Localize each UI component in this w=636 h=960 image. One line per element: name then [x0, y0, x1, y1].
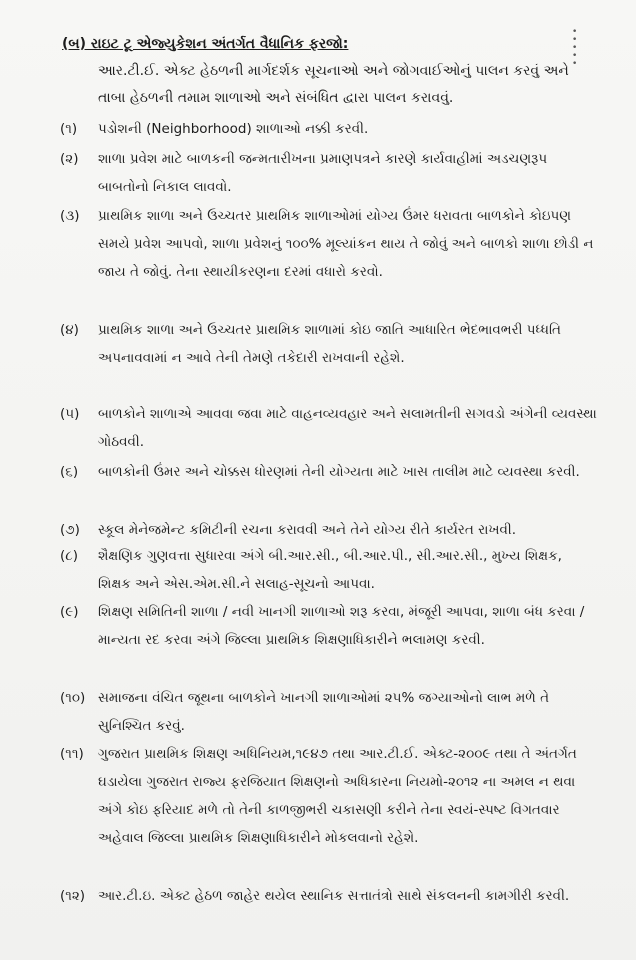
item-number: (૪): [60, 322, 79, 338]
item-text: બાળકોની ઉંમર અને ચોક્કસ ધોરણમાં તેની યોગ્યતા માટે ખાસ તાલીમ માટે વ્યવસ્થા કરવી.: [98, 464, 580, 480]
item-text: સમાજના વંચિત જૂથના બાળકોને ખાનગી શાળાઓમાં ૨૫% જગ્યાઓનો લાભ મળે તે સુનિશ્ચિત કરવું.: [98, 690, 550, 734]
item-text: બાળકોને શાળાએ આવવા જવા માટે વાહનવ્યવહાર અને સલામતીની સગવડો અંગેની વ્યવસ્થા ગોઠવવી.: [98, 406, 597, 450]
item-number: (૬): [60, 464, 79, 480]
item-text: શાળા પ્રવેશ માટે બાળકની જન્મતારીખના પ્રમાણપત્રને કારણે કાર્યવાહીમાં અડચણરૂપ બાબતોનો નિકાલ લાવવો.: [98, 151, 548, 195]
section-heading: (બ) રાઇટ ટૂ એજ્યુકેશન અંતર્ગત વૈધાનિક ફરજો:: [62, 36, 349, 52]
item-number: (૧૧): [60, 746, 84, 762]
item-text: શિક્ષણ સમિતિની શાળા / નવી ખાનગી શાળાઓ શરૂ કરવા, મંજૂરી આપવા, શાળા બંધ કરવા / માન્યતા રદ કરવા અંગે જિલ્લા પ્રાથમિક શિક્ષણાધિકારીને ભલામણ કરવી.: [98, 604, 585, 648]
item-text: સ્કૂલ મેનેજમેન્ટ કમિટીની રચના કરાવવી અને તેને યોગ્ય રીતે કાર્યરત રાખવી.: [98, 522, 517, 538]
item-number: (૭): [60, 522, 80, 538]
item-number: (૩): [60, 208, 80, 224]
margin-mark: • • • • •: [572, 27, 579, 69]
item-number: (૯): [60, 604, 79, 620]
item-number: (૨): [60, 151, 79, 167]
intro-paragraph: આર.ટી.ઈ. એક્ટ હેઠળની માર્ગદર્શક સૂચનાઓ અને જોગવાઈઓનું પાલન કરવું અને તાબા હેઠળની તમામ શાળાઓ અને સંબંધિત દ્વારા પાલન કરાવવું.: [98, 63, 569, 106]
item-number: (૧): [60, 121, 78, 137]
item-text: શૈક્ષણિક ગુણવત્તા સુધારવા અંગે બી.આર.સી., બી.આર.પી., સી.આર.સી., મુખ્ય શિક્ષક, શિક્ષક અને એસ.એમ.સી.ને સલાહ-સૂચનો આપવા.: [98, 548, 562, 592]
item-number: (૧૦): [60, 690, 86, 706]
item-text: પ્રાથમિક શાળા અને ઉચ્ચતર પ્રાથમિક શાળાઓમાં યોગ્ય ઉંમર ધરાવતા બાળકોને કોઇપણ સમયે પ્રવેશ આપવો, શાળા પ્રવેશનું ૧૦૦% મૂલ્યાંકન થાય તે જોવું અને બાળકો શાળા છોડી ન જાય તે જોવું. તેના સ્થાયીકરણના દરમાં વધારો કરવો.: [98, 208, 594, 280]
item-text: પ્રાથમિક શાળા અને ઉચ્ચતર પ્રાથમિક શાળામાં કોઇ જાતિ આધારિત ભેદભાવભરી પધ્ધતિ અપનાવવામાં ન આવે તેની તેમણે તકેદારી રાખવાની રહેશે.: [98, 322, 561, 366]
item-text: આર.ટી.ઇ. એક્ટ હેઠળ જાહેર થયેલ સ્થાનિક સત્તાતંત્રો સાથે સંકલનની કામગીરી કરવી.: [98, 888, 570, 904]
item-number: (૧૨): [60, 888, 86, 904]
item-number: (૫): [60, 406, 80, 422]
item-text: પડોશની (Neighborhood) શાળાઓ નક્કી કરવી.: [98, 121, 369, 137]
item-text: ગુજરાત પ્રાથમિક શિક્ષણ અધિનિયમ,૧૯૪૭ તથા આર.ટી.ઈ. એક્ટ-૨૦૦૯ તથા તે અંતર્ગત ઘડાયેલા ગુજરાત રાજ્ય ફરજિયાત શિક્ષણનો અધિકારના નિયમો-૨૦૧૨ ના અમલ ન થવા અંગે કોઇ ફરિયાદ મળે તો તેની કાળજીભરી ચકાસણી કરીને તેના સ્વયં-સ્પષ્ટ વિગતવાર અહેવાલ જિલ્લા પ્રાથમિક શિક્ષણાધિકારીને મોકલવાનો રહેશે.: [98, 746, 577, 846]
item-number: (૮): [60, 548, 78, 564]
